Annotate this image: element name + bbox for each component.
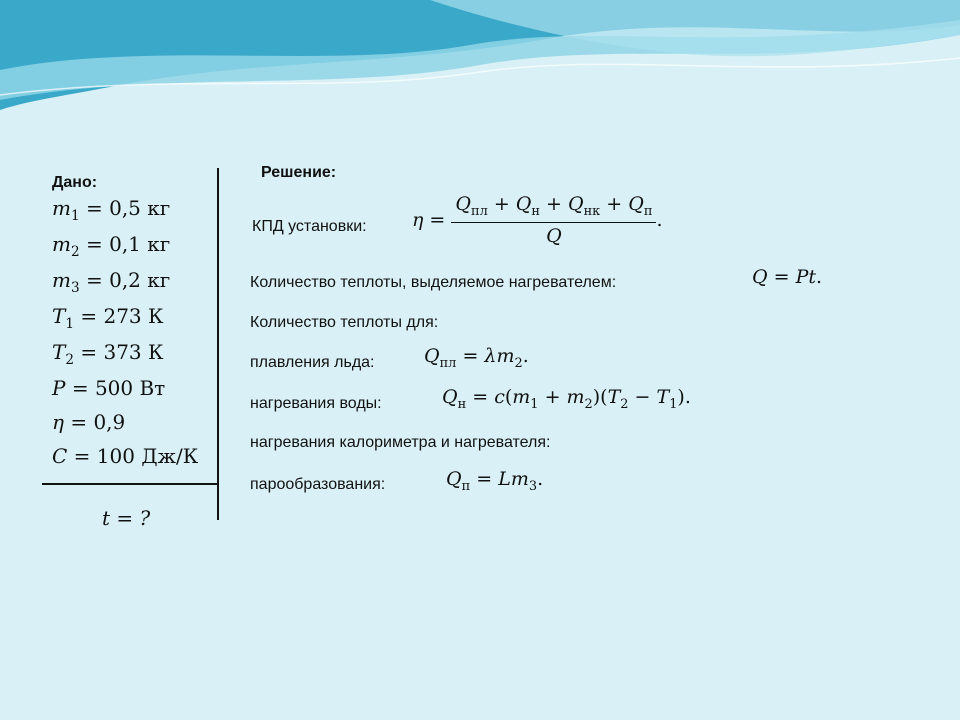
header-wave-decoration [0, 0, 960, 130]
vaporization-label: парообразования: [250, 476, 386, 493]
given-m2: $m_2 = 0,1$ кг [52, 232, 171, 260]
heat-for-label: Количество теплоты для: [250, 314, 439, 331]
given-t2: $T_2 = 373$ К [52, 340, 164, 368]
given-divider-horizontal [42, 483, 218, 485]
given-m1: $m_1 = 0,5$ кг [52, 196, 171, 224]
heat-heater-formula: Q = Pt. [752, 266, 823, 288]
water-heating-formula: $Q_н = c(m_1 + m_2)(T_2 - T_1)$. [442, 386, 691, 412]
given-heat-capacity: C = 100 Дж/К [52, 444, 199, 468]
water-heating-label: нагревания воды: [250, 395, 382, 412]
given-efficiency: η = 0,9 [52, 410, 126, 434]
given-m3: $m_3 = 0,2$ кг [52, 268, 171, 296]
vaporization-formula: $Q_п = Lm_3$. [446, 468, 544, 494]
calorimeter-label: нагревания калориметра и нагревателя: [250, 434, 551, 451]
heat-heater-label: Количество теплоты, выделяемое нагревателем: [250, 274, 617, 291]
melting-formula: $Q_{пл} = \lambda m_2$. [424, 345, 529, 371]
solution-heading: Решение: [261, 164, 337, 181]
efficiency-label: КПД установки: [252, 218, 367, 235]
given-divider-vertical [217, 168, 219, 520]
given-power: P = 500 Вт [52, 376, 166, 400]
find-quantity: t = ? [102, 506, 151, 530]
given-heading: Дано: [52, 174, 98, 191]
efficiency-formula: η = $\frac{Q_{пл} + Q_н + Q_{нк} + Q_п}{Q}$ . [412, 193, 663, 247]
melting-label: плавления льда: [250, 354, 375, 371]
given-t1: $T_1 = 273$ К [52, 304, 164, 332]
